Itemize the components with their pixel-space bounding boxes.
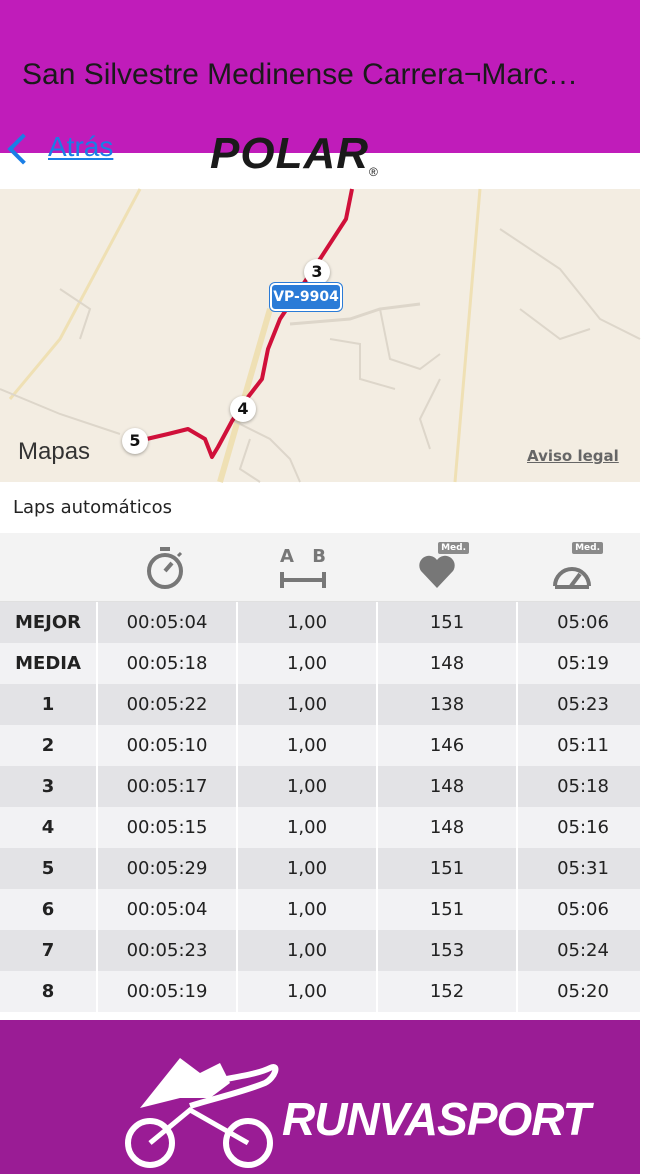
lap-heart-rate-cell: 148 [378,807,518,848]
map-canvas [0,189,640,482]
lap-heart-rate-cell: 151 [378,602,518,643]
lap-pace-cell: 05:16 [557,817,609,838]
lap-distance-cell: 1,00 [238,766,378,807]
lap-time-cell: 00:05:22 [98,684,238,725]
footer-banner [0,1020,640,1174]
nav-bar [0,129,640,189]
label-b: B [312,546,326,567]
distance-ab-icon [278,544,328,590]
lap-time-cell: 00:05:04 [98,602,238,643]
lap-time-cell: 00:05:19 [98,971,238,1012]
lap-distance-cell: 1,00 [238,848,378,889]
back-button[interactable] [12,131,113,163]
lap-heart-rate-cell: 152 [378,971,518,1012]
table-row [0,889,640,930]
lap-label-cell: 1 [0,684,98,725]
table-row [0,930,640,971]
map-roads [0,189,640,482]
lap-heart-rate-cell: 148 [378,766,518,807]
registered-mark: ® [369,165,379,179]
lap-label-cell: 2 [0,725,98,766]
heart-icon-wrap [417,544,465,590]
heart-icon [417,552,457,592]
lap-distance-cell: 1,00 [238,684,378,725]
lap-heart-rate-cell: 151 [378,889,518,930]
speedometer-icon-wrap [551,544,599,590]
lap-distance-cell: 1,00 [238,889,378,930]
lap-distance-cell: 1,00 [238,971,378,1012]
lap-time-cell: 00:05:04 [98,889,238,930]
lap-distance-cell: 1,00 [238,807,378,848]
lap-heart-rate-cell: 153 [378,930,518,971]
lap-label-cell: MEDIA [0,643,98,684]
lap-pace-cell: 05:23 [557,694,609,715]
lap-pace-cell: 05:06 [557,899,609,920]
table-row [0,807,640,848]
polar-logo-text: POLAR [210,129,369,178]
lap-time-cell: 00:05:10 [98,725,238,766]
lap-label-cell: 5 [0,848,98,889]
header-time [96,533,234,601]
lap-heart-rate-cell: 138 [378,684,518,725]
lap-distance-cell: 1,00 [238,930,378,971]
label-a: A [280,546,294,567]
lap-time-cell: 00:05:15 [98,807,238,848]
laps-rows [0,602,640,1012]
page-title: San Silvestre Medinense Carrera¬Marc… [22,58,579,91]
footer-brand-text: RUNVASPORT [282,1093,590,1145]
lap-pace-cell: 05:24 [557,940,609,961]
maps-attribution: Mapas [18,438,91,465]
legal-notice-link[interactable]: Aviso legal [527,447,619,465]
stopwatch-icon [145,544,185,590]
lap-label-cell: 3 [0,766,98,807]
route-map[interactable] [0,189,640,482]
lap-pace-cell: 05:18 [557,776,609,797]
lap-time-cell: 00:05:18 [98,643,238,684]
lap-heart-rate-cell: 146 [378,725,518,766]
table-row [0,602,640,643]
lap-pace-cell: 05:31 [557,858,609,879]
table-row [0,971,640,1012]
lap-heart-rate-cell: 148 [378,643,518,684]
lap-marker-3[interactable]: 3 [304,259,330,285]
lap-time-cell: 00:05:29 [98,848,238,889]
header-heart-rate [372,533,510,601]
avg-badge: Med. [572,542,603,554]
lap-time-cell: 00:05:23 [98,930,238,971]
header-blank [0,533,96,601]
speedometer-icon [551,556,593,590]
avg-badge: Med. [438,542,469,554]
lap-distance-cell: 1,00 [238,725,378,766]
lap-distance-cell: 1,00 [238,643,378,684]
table-row [0,684,640,725]
polar-logo [210,129,379,179]
table-row [0,725,640,766]
lap-heart-rate-cell: 151 [378,848,518,889]
lap-label-cell: MEJOR [0,602,98,643]
header-pace [510,533,640,601]
lap-pace-cell: 05:11 [557,735,609,756]
lap-pace-cell: 05:20 [557,981,609,1002]
apple-maps-logo [18,438,90,466]
laps-table [0,533,640,1012]
lap-label-cell: 7 [0,930,98,971]
table-row [0,643,640,684]
lap-marker-5[interactable]: 5 [122,428,148,454]
lap-pace-cell: 05:06 [557,612,609,633]
lap-distance-cell: 1,00 [238,602,378,643]
back-label: Atrás [48,131,114,162]
distance-bar [278,570,328,590]
lap-label-cell: 8 [0,971,98,1012]
laps-header [0,533,640,602]
lap-label-cell: 6 [0,889,98,930]
lap-time-cell: 00:05:17 [98,766,238,807]
table-row [0,848,640,889]
lap-marker-4[interactable]: 4 [230,396,256,422]
laps-title: Laps automáticos [13,497,173,518]
chevron-left-icon [7,133,38,164]
header-distance [234,533,372,601]
road-label: VP-9904 [270,283,342,311]
table-row [0,766,640,807]
lap-pace-cell: 05:19 [557,653,609,674]
lap-label-cell: 4 [0,807,98,848]
